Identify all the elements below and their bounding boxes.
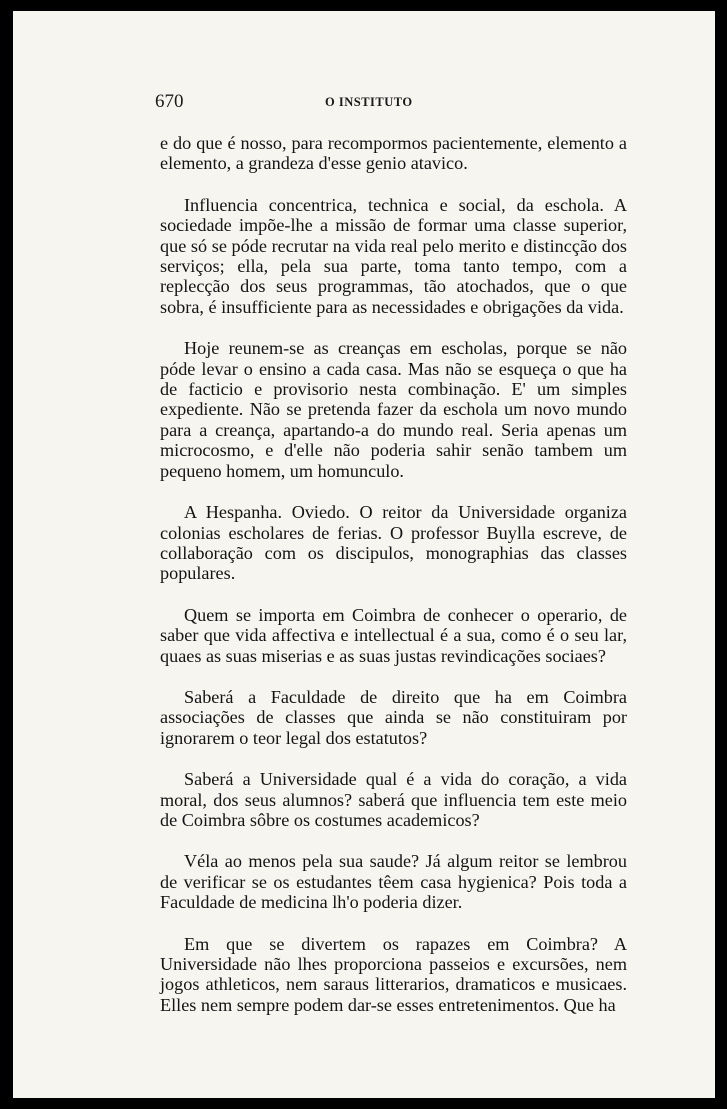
paragraph-hespanha: A Hespanha. Oviedo. O reitor da Universidade organiza colonias escholares de ferias. O professor Buylla escreve, de collaboração com os discipulos, monographias das classes populares. bbox=[160, 502, 627, 584]
page-header bbox=[155, 91, 627, 117]
paragraph-divertem: Em que se divertem os rapazes em Coimbra? A Universidade não lhes proporciona passeios e excursões, nem jogos athleticos, nem saraus litterarios, dramaticos e musicaes. Elles nem sempre podem dar-se esses entretenimentos. Que ha bbox=[160, 933, 627, 1015]
book-page bbox=[13, 11, 715, 1098]
paragraph-saude: Véla ao menos pela sua saude? Já algum reitor se lembrou de verificar se os estudantes têem casa hygienica? Pois toda a Faculdade de medicina lh'o poderia dizer. bbox=[160, 851, 627, 913]
paragraph-hoje: Hoje reunem-se as creanças em escholas, porque se não póde levar o ensino a cada casa. Mas não se esqueça o que ha de facticio e provisorio nesta combinação. E' um simples expediente. Não se pretenda fazer da eschola um novo mundo para a creança, apartando-a do mundo real. Seria apenas um microcosmo, e d'elle não poderia sahir senão tambem um pequeno homem, um homunculo. bbox=[160, 338, 627, 481]
paragraph-influencia: Influencia concentrica, technica e social, da eschola. A sociedade impõe-lhe a missão de formar uma classe superior, que só se póde recrutar na vida real pelo merito e distincção dos serviços; ella, pela sua parte, toma tanto tempo, com a replecção dos seus programmas, tão atochados, que o que sobra, é insufficiente para as necessidades e obrigações da vida. bbox=[160, 194, 627, 317]
paragraph-faculdade-direito: Saberá a Faculdade de direito que ha em Coimbra associações de classes que ainda se não constituiram por ignorarem o teor legal dos estatutos? bbox=[160, 686, 627, 748]
paragraph-continuation: e do que é nosso, para recompormos pacientemente, elemento a elemento, a grandeza d'esse genio atavico. bbox=[160, 133, 627, 174]
paragraph-universidade: Saberá a Universidade qual é a vida do coração, a vida moral, dos seus alumnos? saberá que influencia tem este meio de Coimbra sôbre os costumes academicos? bbox=[160, 769, 627, 830]
running-title: O INSTITUTO bbox=[325, 95, 413, 109]
paragraph-quem: Quem se importa em Coimbra de conhecer o operario, de saber que vida affectiva e intellectual é a sua, como é o seu lar, quaes as suas miserias e as suas justas revindicações sociaes? bbox=[160, 604, 627, 666]
body-text bbox=[160, 133, 627, 1036]
page-number: 670 bbox=[155, 91, 184, 112]
